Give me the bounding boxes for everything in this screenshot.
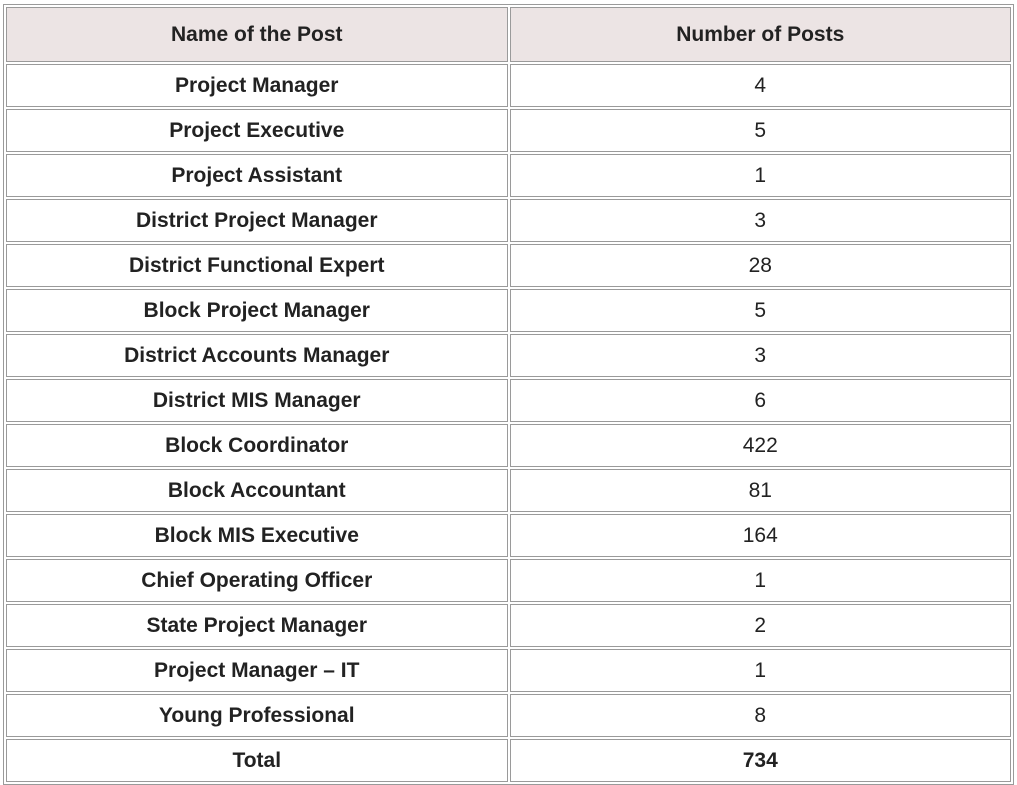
post-count-cell: 4 (510, 64, 1012, 107)
post-count-cell: 6 (510, 379, 1012, 422)
post-name-cell: State Project Manager (6, 604, 508, 647)
table-row (6, 334, 1011, 377)
table-row (6, 199, 1011, 242)
table-row (6, 64, 1011, 107)
post-count-cell: 28 (510, 244, 1012, 287)
table-row (6, 109, 1011, 152)
post-name-cell: Block Accountant (6, 469, 508, 512)
post-name-cell: Project Manager (6, 64, 508, 107)
table-row (6, 154, 1011, 197)
total-label-cell: Total (6, 739, 508, 782)
table-row (6, 424, 1011, 467)
table-row (6, 244, 1011, 287)
post-count-cell: 5 (510, 109, 1012, 152)
post-count-cell: 1 (510, 154, 1012, 197)
post-name-cell: District Accounts Manager (6, 334, 508, 377)
total-row (6, 739, 1011, 782)
posts-table (3, 4, 1014, 785)
post-name-cell: District Project Manager (6, 199, 508, 242)
post-name-cell: Block Project Manager (6, 289, 508, 332)
post-name-cell: Project Assistant (6, 154, 508, 197)
total-count-cell: 734 (510, 739, 1012, 782)
header-name-of-post: Name of the Post (6, 7, 508, 62)
post-name-cell: Block Coordinator (6, 424, 508, 467)
post-count-cell: 1 (510, 649, 1012, 692)
table-row (6, 694, 1011, 737)
table-row (6, 514, 1011, 557)
post-count-cell: 422 (510, 424, 1012, 467)
post-name-cell: Project Manager – IT (6, 649, 508, 692)
post-name-cell: Block MIS Executive (6, 514, 508, 557)
post-count-cell: 3 (510, 334, 1012, 377)
post-name-cell: Project Executive (6, 109, 508, 152)
post-name-cell: Chief Operating Officer (6, 559, 508, 602)
table-body (6, 64, 1011, 782)
table-row (6, 289, 1011, 332)
post-count-cell: 81 (510, 469, 1012, 512)
table-row (6, 604, 1011, 647)
post-count-cell: 8 (510, 694, 1012, 737)
table-row (6, 379, 1011, 422)
post-count-cell: 3 (510, 199, 1012, 242)
post-name-cell: District MIS Manager (6, 379, 508, 422)
post-count-cell: 5 (510, 289, 1012, 332)
table-row (6, 649, 1011, 692)
header-number-of-posts: Number of Posts (510, 7, 1012, 62)
table-header-row (6, 7, 1011, 62)
post-count-cell: 2 (510, 604, 1012, 647)
post-name-cell: District Functional Expert (6, 244, 508, 287)
post-count-cell: 164 (510, 514, 1012, 557)
post-name-cell: Young Professional (6, 694, 508, 737)
table-row (6, 469, 1011, 512)
post-count-cell: 1 (510, 559, 1012, 602)
table-row (6, 559, 1011, 602)
